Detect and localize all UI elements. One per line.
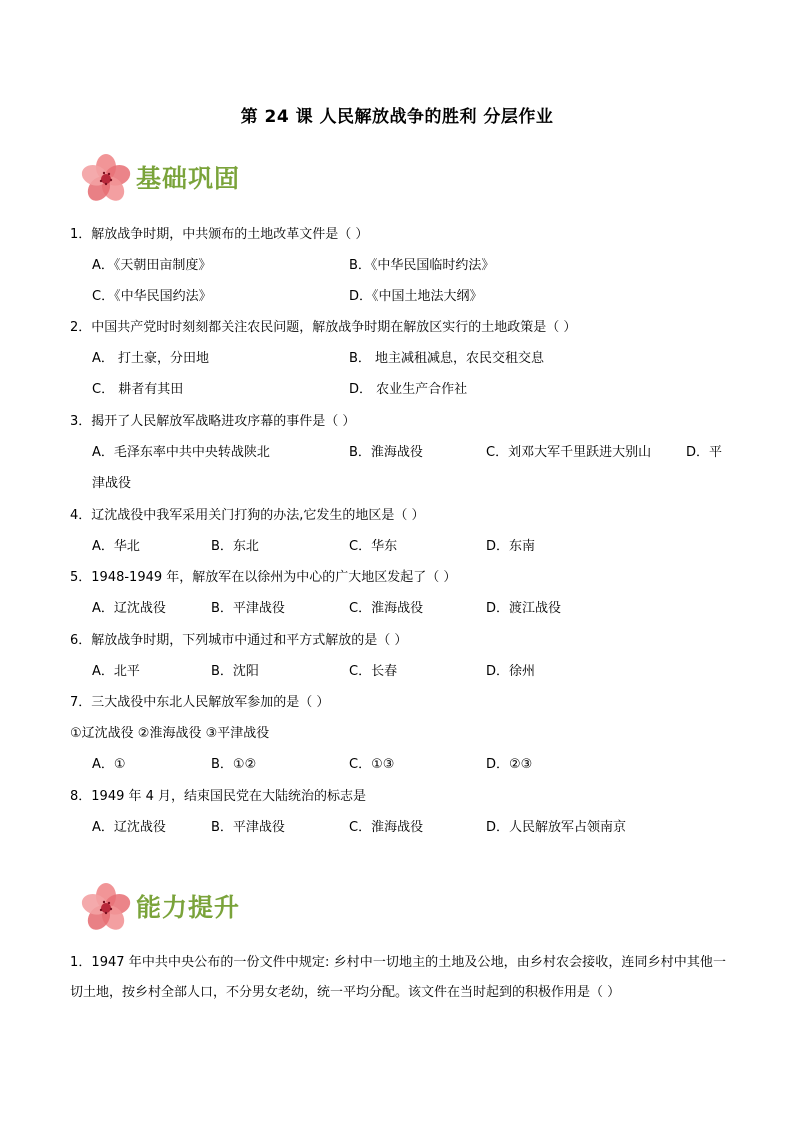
q2-option-c: C． 耕者有其田 [92, 382, 184, 397]
q2-option-d: D． 农业生产合作社 [349, 382, 468, 397]
q4-option-b: B．东北 [211, 539, 259, 554]
q2-option-a: A． 打土豪，分田地 [92, 351, 210, 366]
page-title: 第 24 课 人民解放战争的胜利 分层作业 [240, 107, 554, 127]
q3-option-c: C．刘邓大军千里跃进大别山 [486, 445, 652, 460]
q1-option-a: A．《天朝田亩制度》 [92, 258, 212, 273]
q1-option-c: C．《中华民国约法》 [92, 289, 212, 304]
q3-option-d-continuation: 津战役 [92, 476, 132, 491]
q5-option-d: D．渡江战役 [486, 601, 562, 616]
section-advanced-title: 能力提升 [136, 893, 241, 922]
q3-option-d: D．平 [686, 445, 723, 460]
question-4: 4．辽沈战役中我军采用关门打狗的办法,它发生的地区是（ ） [70, 508, 425, 523]
q8-option-b: B．平津战役 [211, 820, 285, 835]
question-6: 6．解放战争时期，下列城市中通过和平方式解放的是（ ） [70, 633, 408, 648]
q6-option-b: B．沈阳 [211, 664, 259, 679]
section-advanced-header [76, 879, 240, 933]
q1-option-d: D．《中国土地法大纲》 [349, 289, 483, 304]
advanced-question-1: 1．1947 年中共中央公布的一份文件中规定: 乡村中一切地主的土地及公地，由乡村农会接收，连同乡村中其他一切土地，按乡村全部人口，不分男女老幼，统一平均分配。该文件在当时起到的积极作用是（ ） [70, 955, 726, 1000]
flower-icon [76, 879, 134, 933]
q7-option-b: B．①② [211, 757, 257, 772]
question-5: 5．1948-1949 年，解放军在以徐州为中心的广大地区发起了（ ） [70, 570, 457, 585]
question-1: 1．解放战争时期，中共颁布的土地改革文件是（ ） [70, 227, 369, 242]
question-3: 3．揭开了人民解放军战略进攻序幕的事件是（ ） [70, 414, 356, 429]
flower-icon [76, 150, 134, 204]
q6-option-a: A．北平 [92, 664, 140, 679]
q6-option-d: D．徐州 [486, 664, 536, 679]
q4-option-d: D．东南 [486, 539, 536, 554]
q7-option-c: C．①③ [349, 757, 395, 772]
q5-option-b: B．平津战役 [211, 601, 285, 616]
q5-option-c: C．淮海战役 [349, 601, 424, 616]
question-2: 2．中国共产党时时刻刻都关注农民问题，解放战争时期在解放区实行的土地政策是（ ） [70, 320, 577, 335]
question-7: 7．三大战役中东北人民解放军参加的是（ ） [70, 695, 330, 710]
q7-option-a: A．① [92, 757, 126, 772]
question-8: 8．1949 年 4 月，结束国民党在大陆统治的标志是 [70, 789, 367, 804]
section-basic-title: 基础巩固 [136, 164, 241, 193]
q8-option-c: C．淮海战役 [349, 820, 424, 835]
q8-option-a: A．辽沈战役 [92, 820, 166, 835]
q6-option-c: C．长春 [349, 664, 398, 679]
q4-option-c: C．华东 [349, 539, 398, 554]
q8-option-d: D．人民解放军占领南京 [486, 820, 627, 835]
section-basic-header [76, 150, 240, 204]
q4-option-a: A．华北 [92, 539, 140, 554]
q7-statements: ①辽沈战役 ②淮海战役 ③平津战役 [70, 726, 270, 741]
q1-option-b: B．《中华民国临时约法》 [349, 258, 495, 273]
q2-option-b: B． 地主减租减息，农民交租交息 [349, 351, 545, 366]
q5-option-a: A．辽沈战役 [92, 601, 166, 616]
q3-option-a: A．毛泽东率中共中央转战陕北 [92, 445, 270, 460]
q7-option-d: D．②③ [486, 757, 533, 772]
q3-option-b: B．淮海战役 [349, 445, 423, 460]
